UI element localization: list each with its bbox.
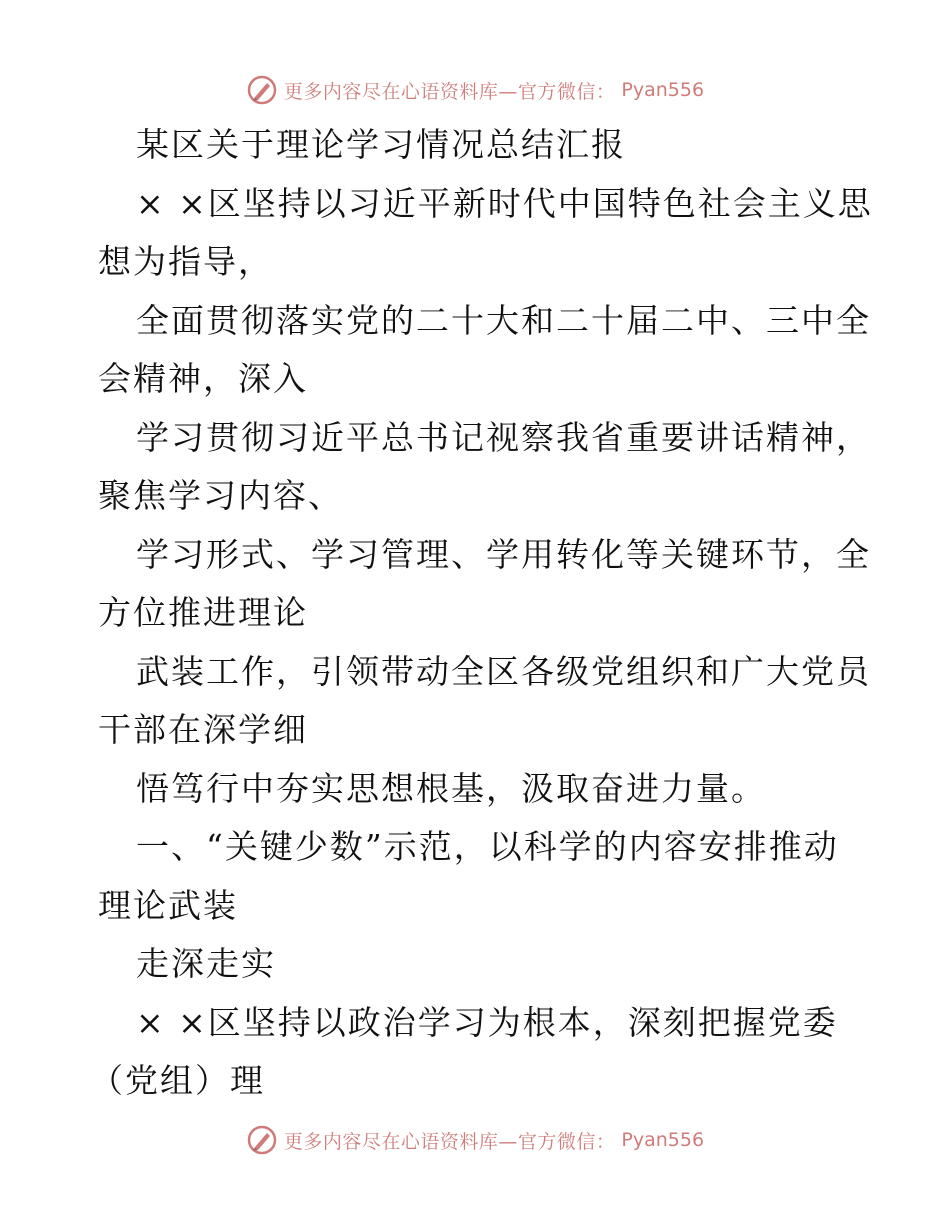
paragraph-line: 方位推进理论 <box>98 593 308 632</box>
paragraph-line: 武装工作，引领带动全区各级党组织和广大党员 <box>136 651 871 691</box>
section-heading-line: 理论武装 <box>98 885 238 925</box>
watermark-text: 更多内容尽在心语资料库—官方微信： <box>283 80 616 103</box>
pen-logo-icon <box>246 74 278 106</box>
watermark-text: 更多内容尽在心语资料库—官方微信： <box>283 1130 616 1153</box>
document-title: 某区关于理论学习情况总结汇报 <box>136 125 626 164</box>
footer-watermark <box>0 1120 950 1160</box>
paragraph-line: × ×区坚持以政治学习为根本，深刻把握党委 <box>136 1002 838 1042</box>
paragraph-line: 聚焦学习内容、 <box>98 476 343 515</box>
watermark-handle: Pyan556 <box>621 1129 705 1151</box>
paragraph-line: 学习贯彻习近平总书记视察我省重要讲话精神， <box>136 417 871 457</box>
paragraph-line: 学习形式、学习管理、学用转化等关键环节，全 <box>136 534 871 574</box>
document-body <box>90 116 873 1111</box>
paragraph-line: 悟笃行中夯实思想根基，汲取奋进力量。 <box>136 768 766 808</box>
paragraph-line: （党组）理 <box>90 1061 265 1100</box>
paragraph-line: × ×区坚持以习近平新时代中国特色社会主义思 <box>136 183 873 223</box>
paragraph-line: 干部在深学细 <box>98 710 308 749</box>
pen-logo-icon <box>246 1124 278 1156</box>
paragraph-line: 全面贯彻落实党的二十大和二十届二中、三中全 <box>136 300 871 340</box>
section-heading-line: 走深走实 <box>136 944 276 983</box>
watermark-handle: Pyan556 <box>621 79 705 101</box>
paragraph-line: 想为指导， <box>98 242 273 281</box>
header-watermark <box>0 70 950 110</box>
section-heading-line: 一、“关键少数”示范，以科学的内容安排推动 <box>136 827 839 866</box>
paragraph-line: 会精神，深入 <box>98 359 308 398</box>
